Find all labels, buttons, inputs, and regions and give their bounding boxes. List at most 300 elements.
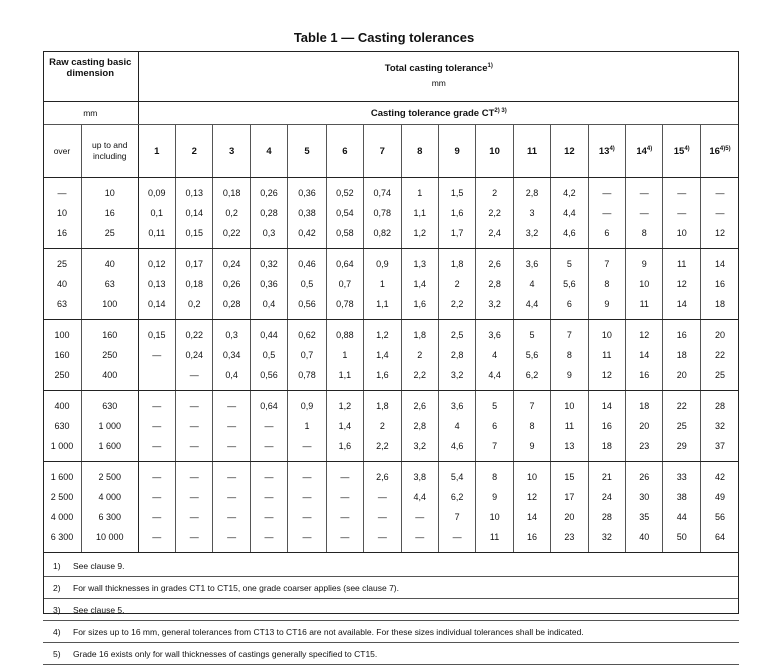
tolerance-value: 35	[639, 512, 650, 522]
tolerance-cell	[138, 178, 175, 204]
tolerance-value: —	[264, 441, 274, 451]
grade-ct9-header	[438, 125, 475, 178]
tolerance-cell	[326, 416, 363, 436]
tolerance-value: —	[189, 401, 199, 411]
tolerance-cell	[700, 294, 739, 320]
tolerance-cell	[700, 274, 739, 294]
tolerance-cell	[700, 178, 739, 204]
tolerance-cell	[138, 436, 175, 462]
tolerance-value: 1,8	[376, 401, 389, 411]
tolerance-cell	[588, 223, 625, 249]
tolerance-value: 26	[639, 472, 650, 482]
grade-number: 10	[489, 145, 500, 157]
tolerance-cell	[438, 223, 475, 249]
tolerance-value: —	[302, 492, 312, 502]
tolerance-cell	[326, 178, 363, 204]
dimension-over-value: 400	[54, 401, 70, 411]
tolerance-value: 7	[566, 330, 572, 340]
tolerance-value: 0,2	[225, 208, 238, 218]
tolerance-cell	[663, 462, 700, 488]
tolerance-value: 21	[601, 472, 612, 482]
grade-number: 11	[526, 145, 538, 157]
table-row	[43, 391, 739, 417]
grade-number: 7	[379, 145, 385, 157]
tolerance-value: 9	[492, 492, 498, 502]
tolerance-cell	[700, 365, 739, 391]
tolerance-value: 0,24	[222, 259, 241, 269]
grade-ct12-header	[551, 125, 588, 178]
tolerance-cell	[663, 487, 700, 507]
grade-number: 15	[673, 145, 685, 157]
grade-footnote-ref: 4)	[609, 145, 615, 152]
footnote	[43, 577, 739, 599]
tolerance-cell	[176, 249, 213, 275]
tolerance-cell	[438, 178, 475, 204]
tolerance-value: —	[715, 208, 725, 218]
tolerance-cell	[700, 320, 739, 346]
tolerance-cell	[663, 274, 700, 294]
tolerance-value: 5	[566, 259, 572, 269]
tolerance-cell	[476, 436, 513, 462]
tolerance-cell	[364, 416, 401, 436]
dimension-upto-value: 400	[102, 370, 118, 380]
dimension-over	[43, 487, 81, 507]
footnote-number: 2)	[53, 582, 61, 593]
tolerance-value: —	[189, 421, 199, 431]
tolerance-cell	[176, 345, 213, 365]
tolerance-cell	[288, 507, 326, 527]
tolerance-cell	[438, 507, 475, 527]
footnote-text: Grade 16 exists only for wall thicknesses of castings generally specified to CT15.	[73, 648, 378, 659]
tolerance-value: —	[340, 532, 350, 542]
tolerance-value: 0,14	[148, 299, 166, 309]
dimension-upto-value: 100	[102, 299, 118, 309]
tolerance-value: 50	[676, 532, 687, 542]
tolerance-cell	[138, 416, 175, 436]
tolerance-cell	[663, 527, 700, 553]
grade-number: 6	[342, 145, 348, 157]
tolerance-cell	[551, 436, 588, 462]
tolerance-cell	[176, 436, 213, 462]
tolerance-cell	[364, 462, 401, 488]
grade-number: 8	[417, 145, 423, 157]
dimension-over	[43, 274, 81, 294]
tolerance-value: 0,15	[148, 330, 166, 340]
tolerance-value: —	[415, 532, 425, 542]
tolerance-cell	[626, 416, 663, 436]
dimension-upto	[81, 203, 138, 223]
tolerance-value: —	[152, 441, 162, 451]
dimension-upto	[81, 294, 138, 320]
grade-ct10-header	[476, 125, 513, 178]
tolerance-cell	[401, 462, 438, 488]
tolerance-value: 28	[601, 512, 612, 522]
tolerance-value: 2,2	[488, 208, 501, 218]
tolerance-value: 0,9	[300, 401, 314, 411]
tolerance-cell	[401, 294, 438, 320]
tolerance-value: 12	[601, 370, 612, 380]
footnote	[43, 643, 739, 665]
tolerance-cell	[401, 365, 438, 391]
tolerance-cell	[626, 223, 663, 249]
tolerance-cell	[588, 274, 625, 294]
tolerance-cell	[588, 507, 625, 527]
tolerance-value: 1,1	[413, 208, 426, 218]
tolerance-value: 3,6	[488, 330, 501, 340]
footnote-number: 3)	[53, 604, 61, 615]
tolerance-cell	[401, 249, 438, 275]
tolerance-value: 0,58	[336, 228, 354, 238]
tolerance-value: 0,3	[225, 330, 238, 340]
tolerance-value: —	[415, 512, 425, 522]
tolerance-cell	[626, 178, 663, 204]
tolerance-cell	[176, 320, 213, 346]
tolerance-value: 5,4	[450, 472, 464, 482]
tolerance-cell	[401, 223, 438, 249]
tolerance-value: 4	[454, 421, 460, 431]
raw-unit-cell	[43, 102, 138, 125]
tolerance-value: 4,6	[563, 228, 576, 238]
tolerance-value: —	[602, 208, 612, 218]
tolerance-value: 7	[454, 512, 460, 522]
tolerance-value: 0,64	[260, 401, 278, 411]
tolerance-value: 2	[454, 279, 460, 289]
tolerance-cell	[551, 365, 588, 391]
grade-ct1-header	[138, 125, 175, 178]
dimension-upto-value: 10	[104, 188, 115, 198]
tolerance-value: 24	[601, 492, 612, 502]
tolerance-cell	[513, 391, 550, 417]
dimension-over-value: 40	[56, 279, 67, 289]
tolerance-value: 11	[677, 259, 687, 269]
table-row	[43, 274, 739, 294]
tolerance-cell	[176, 294, 213, 320]
table-row	[43, 462, 739, 488]
grade-number: 1	[154, 145, 160, 157]
tolerance-value: 0,2	[187, 299, 201, 309]
tolerance-value: 11	[489, 532, 500, 542]
dimension-upto-value: 1 000	[98, 421, 122, 431]
tolerance-value: —	[189, 532, 199, 542]
tolerance-value: 10	[489, 512, 500, 522]
tolerance-cell	[213, 527, 250, 553]
tolerance-cell	[588, 320, 625, 346]
footnote	[43, 599, 739, 621]
total-tolerance-unit: mm	[431, 77, 446, 88]
tolerance-cell	[326, 487, 363, 507]
footnote-text: See clause 9.	[73, 560, 125, 571]
grade-ct3-header	[213, 125, 250, 178]
tolerance-cell	[401, 416, 438, 436]
tolerance-cell	[250, 223, 287, 249]
tolerance-value: 0,56	[298, 299, 316, 309]
dimension-over-value: —	[57, 188, 67, 198]
dimension-over-value: 1 600	[50, 472, 74, 482]
tolerance-cell	[326, 345, 363, 365]
tolerance-cell	[138, 527, 175, 553]
tolerance-value: 12	[714, 228, 725, 238]
tolerance-value: 42	[714, 472, 725, 482]
tolerance-value: 14	[601, 401, 612, 411]
tolerance-value: 2,4	[488, 228, 501, 238]
tolerance-value: —	[227, 512, 237, 522]
table-row	[43, 203, 739, 223]
tolerance-cell	[476, 203, 513, 223]
dimension-over-value: 160	[54, 350, 70, 360]
grade-ct11-header	[513, 125, 550, 178]
grade-ct15-header	[663, 125, 700, 178]
tolerance-value: 3,6	[525, 259, 539, 269]
grade-ct5-header	[288, 125, 326, 178]
tolerance-value: —	[639, 188, 649, 198]
tolerance-value: 2,8	[413, 421, 426, 431]
tolerance-value: 6	[604, 228, 610, 238]
tolerance-value: 0,38	[298, 208, 316, 218]
tolerance-cell	[700, 527, 739, 553]
tolerance-value: 0,26	[222, 279, 241, 289]
tolerance-cell	[250, 416, 287, 436]
tolerance-cell	[700, 436, 739, 462]
tolerance-cell	[138, 345, 175, 365]
tolerance-cell	[476, 294, 513, 320]
tolerance-cell	[513, 462, 550, 488]
tolerance-cell	[626, 527, 663, 553]
tolerance-value: 3,2	[525, 228, 539, 238]
dimension-over	[43, 203, 81, 223]
tolerance-value: 8	[566, 350, 572, 360]
tolerance-value: 0,54	[336, 208, 354, 218]
tolerance-value: 1,4	[376, 350, 389, 360]
tolerance-value: —	[677, 208, 687, 218]
tolerance-cell	[138, 507, 175, 527]
dimension-over	[43, 223, 81, 249]
tolerance-cell	[700, 507, 739, 527]
table-row	[43, 294, 739, 320]
tolerance-cell	[663, 203, 700, 223]
tolerance-value: 20	[564, 512, 575, 522]
tolerance-value: 0,28	[260, 208, 278, 218]
tolerance-cell	[626, 462, 663, 488]
tolerance-value: 0,18	[222, 188, 241, 198]
tolerance-value: 1	[417, 188, 423, 198]
tolerance-cell	[138, 203, 175, 223]
tolerance-value: 2,2	[450, 299, 464, 309]
tolerance-cell	[288, 487, 326, 507]
tolerance-value: 9	[529, 441, 535, 451]
tolerance-value: 0,64	[336, 259, 354, 269]
tolerance-cell	[513, 416, 550, 436]
tolerance-value: 1,2	[376, 330, 389, 340]
tolerance-cell	[326, 527, 363, 553]
casting-tolerance-table	[43, 51, 739, 665]
tolerance-value: 12	[527, 492, 538, 502]
tolerance-value: 0,78	[336, 299, 354, 309]
tolerance-value: —	[377, 512, 387, 522]
dimension-upto-value: 1 600	[98, 441, 122, 451]
tolerance-cell	[213, 178, 250, 204]
footnote-text: For wall thicknesses in grades CT1 to CT15, one grade coarser applies (see clause 7).	[73, 582, 399, 593]
tolerance-value: 3,2	[450, 370, 464, 380]
tolerance-value: 25	[676, 421, 687, 431]
tolerance-cell	[438, 527, 475, 553]
tolerance-value: 4,4	[525, 299, 539, 309]
tolerance-cell	[326, 294, 363, 320]
grade-footnote-ref: 4)	[684, 145, 690, 152]
tolerance-cell	[513, 249, 550, 275]
table-row	[43, 223, 739, 249]
tolerance-value: 40	[639, 532, 650, 542]
tolerance-cell	[326, 365, 363, 391]
tolerance-value: 2,2	[376, 441, 389, 451]
tolerance-value: —	[227, 441, 237, 451]
upto-header	[81, 125, 138, 178]
tolerance-value: 1	[342, 350, 348, 360]
tolerance-value: 0,4	[225, 370, 238, 380]
tolerance-cell	[513, 527, 550, 553]
tolerance-cell	[663, 436, 700, 462]
tolerance-cell	[326, 462, 363, 488]
dimension-over-value: 10	[56, 208, 67, 218]
tolerance-cell	[326, 223, 363, 249]
tolerance-value: 23	[639, 441, 650, 451]
header-row-grade-numbers	[43, 125, 739, 178]
tolerance-cell	[213, 223, 250, 249]
tolerance-value: 0,78	[298, 370, 316, 380]
tolerance-cell	[513, 203, 550, 223]
tolerance-cell	[364, 436, 401, 462]
tolerance-value: 20	[676, 370, 687, 380]
tolerance-cell	[138, 274, 175, 294]
dimension-over	[43, 294, 81, 320]
tolerance-cell	[364, 320, 401, 346]
dimension-over-value: 100	[54, 330, 70, 340]
dimension-upto	[81, 345, 138, 365]
tolerance-cell	[250, 178, 287, 204]
tolerance-value: 14	[527, 512, 538, 522]
dimension-upto	[81, 416, 138, 436]
tolerance-value: 5,6	[525, 350, 539, 360]
tolerance-cell	[138, 320, 175, 346]
tolerance-cell	[326, 391, 363, 417]
tolerance-cell	[551, 274, 588, 294]
tolerance-value: —	[189, 441, 199, 451]
tolerance-cell	[250, 507, 287, 527]
tolerance-cell	[626, 391, 663, 417]
dimension-over	[43, 527, 81, 553]
tolerance-value: 0,32	[260, 259, 278, 269]
tolerance-value: 1	[304, 421, 310, 431]
tolerance-cell	[626, 345, 663, 365]
tolerance-value: 9	[641, 259, 647, 269]
dimension-over	[43, 391, 81, 417]
tolerance-cell	[700, 416, 739, 436]
tolerance-value: —	[377, 492, 387, 502]
dimension-upto-value: 16	[104, 208, 115, 218]
tolerance-cell	[588, 203, 625, 223]
tolerance-cell	[551, 294, 588, 320]
tolerance-value: 0,78	[373, 208, 392, 218]
tolerance-cell	[700, 391, 739, 417]
tolerance-cell	[288, 345, 326, 365]
tolerance-value: 1,6	[450, 208, 464, 218]
tolerance-value: 1,1	[338, 370, 352, 380]
tolerance-value: 5	[492, 401, 498, 411]
tolerance-value: —	[677, 188, 687, 198]
tolerance-value: 14	[639, 350, 650, 360]
total-tolerance-header	[138, 51, 739, 102]
dimension-upto-value: 4 000	[98, 492, 122, 502]
tolerance-cell	[438, 416, 475, 436]
tolerance-cell	[626, 487, 663, 507]
tolerance-value: 0,14	[185, 208, 203, 218]
tolerance-value: —	[152, 401, 162, 411]
dimension-upto	[81, 178, 138, 204]
tolerance-cell	[551, 507, 588, 527]
tolerance-value: 38	[676, 492, 687, 502]
tolerance-value: 7	[492, 441, 498, 451]
tolerance-value: —	[302, 512, 312, 522]
dimension-upto	[81, 391, 138, 417]
tolerance-cell	[551, 203, 588, 223]
tolerance-cell	[551, 249, 588, 275]
raw-casting-header	[43, 51, 138, 102]
tolerance-cell	[176, 462, 213, 488]
tolerance-cell	[288, 249, 326, 275]
dimension-upto	[81, 527, 138, 553]
tolerance-cell	[513, 507, 550, 527]
tolerance-cell	[700, 487, 739, 507]
tolerance-value: 6	[492, 421, 498, 431]
tolerance-value: —	[639, 208, 649, 218]
table-row	[43, 527, 739, 553]
tolerance-value: 1,3	[413, 259, 426, 269]
upto-label: up to and including	[92, 140, 128, 161]
tolerance-value: 0,13	[185, 188, 203, 198]
tolerance-cell	[288, 416, 326, 436]
tolerance-cell	[364, 294, 401, 320]
tolerance-value: 0,82	[373, 228, 392, 238]
tolerance-cell	[438, 436, 475, 462]
tolerance-cell	[551, 527, 588, 553]
tolerance-value: 2	[492, 188, 498, 198]
tolerance-cell	[250, 365, 287, 391]
tolerance-cell	[588, 487, 625, 507]
tolerance-cell	[476, 416, 513, 436]
tolerance-value: 1,2	[338, 401, 352, 411]
tolerance-value: 30	[639, 492, 650, 502]
tolerance-value: —	[189, 492, 199, 502]
tolerance-cell	[213, 416, 250, 436]
tolerance-value: —	[452, 532, 462, 542]
tolerance-value: 64	[714, 532, 725, 542]
tolerance-cell	[176, 274, 213, 294]
tolerance-cell	[213, 320, 250, 346]
tolerance-value: 0,36	[260, 279, 278, 289]
tolerance-value: 1,8	[450, 259, 464, 269]
tolerance-value: 2,8	[450, 350, 464, 360]
tolerance-value: 8	[641, 228, 647, 238]
tolerance-cell	[476, 345, 513, 365]
tolerance-cell	[288, 294, 326, 320]
tolerance-value: 1,8	[413, 330, 426, 340]
footnote-row	[43, 621, 739, 643]
tolerance-value: 0,88	[336, 330, 354, 340]
tolerance-value: 2,6	[413, 401, 426, 411]
tolerance-value: 11	[639, 299, 649, 309]
footnote-number: 1)	[53, 560, 61, 571]
tolerance-cell	[288, 274, 326, 294]
tolerance-value: —	[264, 472, 274, 482]
